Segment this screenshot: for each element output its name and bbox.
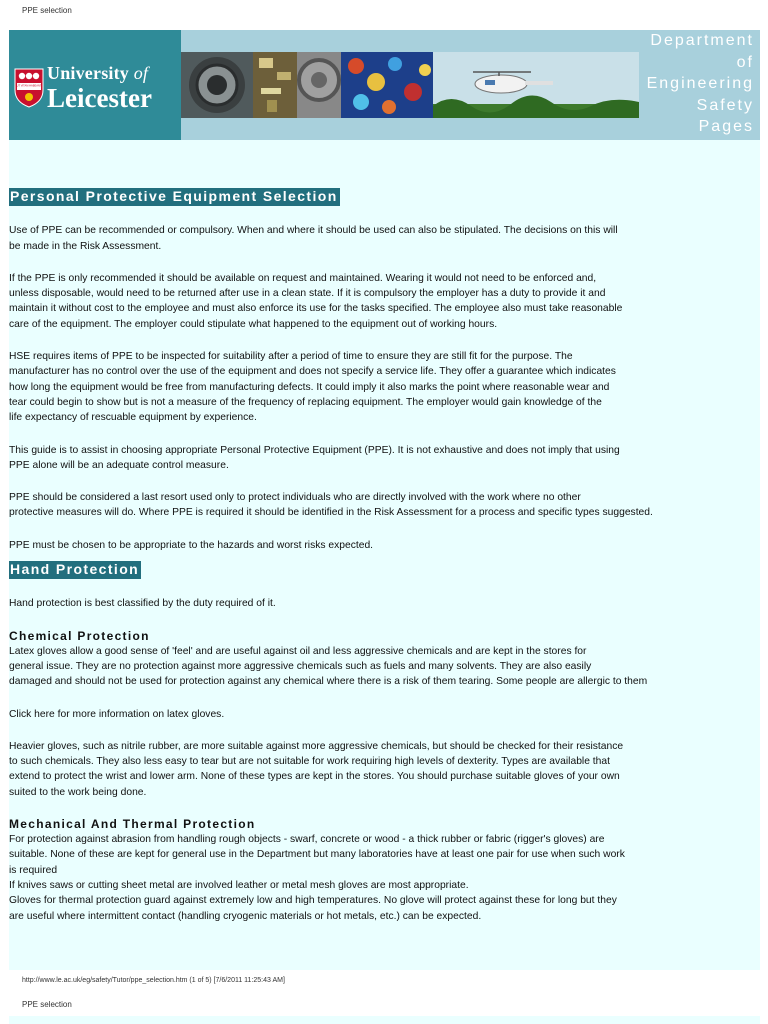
logo-text-leicester: Leicester bbox=[47, 83, 152, 113]
subheading-mechanical-thermal: Mechanical And Thermal Protection bbox=[9, 817, 256, 832]
print-header-title: PPE selection bbox=[22, 6, 72, 15]
heading-hand-protection: Hand Protection bbox=[9, 561, 141, 579]
heading-ppe-selection: Personal Protective Equipment Selection bbox=[9, 188, 340, 206]
paragraph-appropriate-choice: PPE must be chosen to be appropriate to the hazards and worst risks expected. bbox=[9, 539, 374, 551]
paragraph-hand-duty: Hand protection is best classified by the duty required of it. bbox=[9, 598, 276, 610]
next-page-background bbox=[9, 1016, 760, 1024]
paragraph-guide-purpose: This guide is to assist in choosing appropriate Personal Protective Equipment (PPE). It is not exhaustive and does not imply that using PPE alone will be an adequate control measure. bbox=[9, 444, 620, 471]
latex-gloves-link[interactable]: Click here for more information on latex gloves. bbox=[9, 708, 225, 720]
department-title: Department of Engineering Safety Pages bbox=[646, 32, 754, 135]
subheading-chemical-protection: Chemical Protection bbox=[9, 628, 150, 643]
paragraph-recommended-ppe: If the PPE is only recommended it should be available on request and maintained. Wearing it would not need to be enforced and, unless disposable, would need to be returned after use in a clean state. If it is compulsory the employer has a duty to provide it and maintain it without cost to the employee and must also enforce its use for the tasks specified. The employee also must take reasonable care of the equipment. The employer could stipulate what happened to the equipment out of working hours. bbox=[9, 272, 623, 330]
crest-motto-1: UT VITAM HABEANT bbox=[16, 84, 42, 88]
logo-text-university: University of bbox=[47, 63, 149, 83]
print-footer-title: PPE selection bbox=[22, 1000, 72, 1009]
banner-photo-collage bbox=[181, 52, 639, 118]
paragraph-last-resort: PPE should be considered a last resort used only to protect individuals who are directly involved with the work where no other protective measures will do. Where PPE is required it should be identified in the Risk Assessment for a process and specific types suggested. bbox=[9, 492, 653, 519]
crest-icon bbox=[14, 68, 44, 108]
site-banner bbox=[9, 30, 760, 140]
university-logo[interactable] bbox=[9, 30, 181, 140]
main-content bbox=[9, 188, 709, 924]
paragraph-latex-gloves: Latex gloves allow a good sense of 'feel' and are useful against oil and less aggressive chemicals and are kept in the stores for general issue. They are no protection against more aggressive chemicals such as fuels and many solvents. They are also easily damaged and should not be used for protection against any chemical where there is a risk of them tearing. Some people are allergic to them bbox=[9, 645, 648, 688]
paragraph-ppe-use: Use of PPE can be recommended or compulsory. When and where it should be used can also be stipulated. The decisions on this will be made in the Risk Assessment. bbox=[9, 225, 618, 252]
paragraph-nitrile-gloves: Heavier gloves, such as nitrile rubber, are more suitable against more aggressive chemicals, but should be checked for their resistance to such chemicals. They also less easy to tear but are not suitable for work requiring high levels of dexterity. Types are available that extend to protect the wrist and lower arm. None of these types are kept in the stores. You should purchase suitable gloves of your own suited to the work being done. bbox=[9, 740, 624, 798]
paragraph-hse-inspection: HSE requires items of PPE to be inspected for suitability after a period of time to ensure they are still fit for the purpose. The manufacturer has no control over the use of the equipment and does not specify a service life. They offer a guarantee which indicates how long the equipment would be free from manufacturing defects. It could imply it also marks the point where reasonable wear and tear could begin to show but is not a measure of the frequency of replacing equipment. The employer would gain knowledge of the life expectancy of rescuable equipment by experience. bbox=[9, 351, 616, 424]
print-footer-url: http://www.le.ac.uk/eg/safety/Tutor/ppe_selection.htm (1 of 5) [7/6/2011 11:25:43 AM] bbox=[22, 977, 285, 984]
paragraph-mechanical-thermal: For protection against abrasion from handling rough objects - swarf, concrete or wood - a thick rubber or fabric (rigger's gloves) are suitable. None of these are kept for general use in the Department but many laboratories have at least one pair for use when such work is required If knives saws or cutting sheet metal are involved leather or metal mesh gloves are most appropriate. Gloves for thermal protection guard against extremely low and high temperatures. No glove will protect against these for long but they are useful where intermittent contact (handling cryogenic materials or hot metals, etc.) can be expected. bbox=[9, 834, 625, 922]
